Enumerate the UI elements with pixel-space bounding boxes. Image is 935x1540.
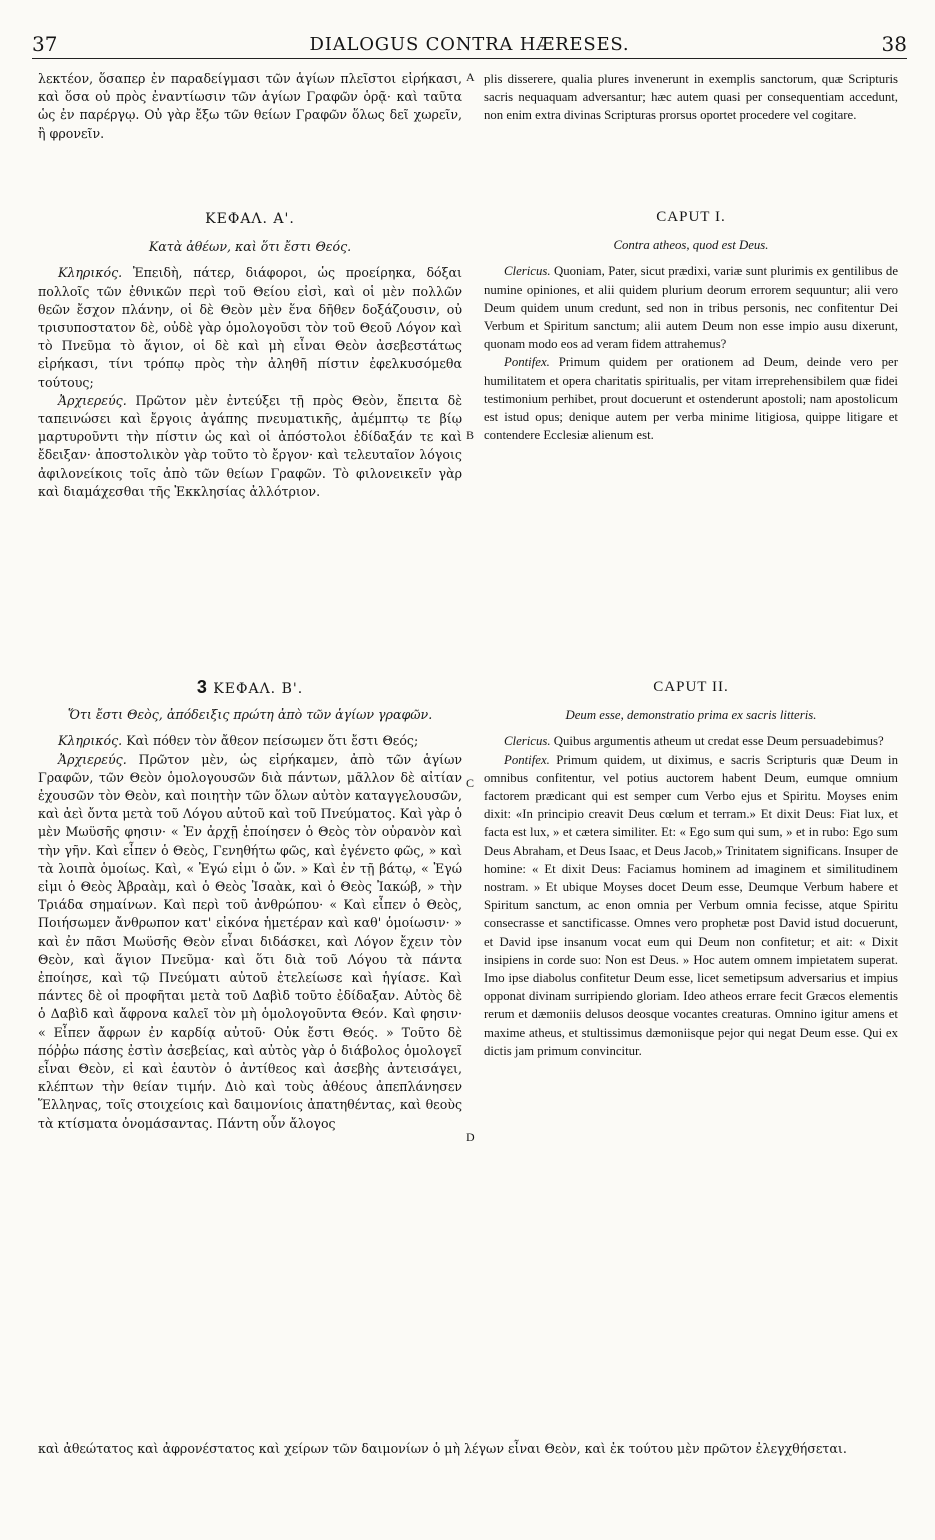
right-page-number: 38 (881, 32, 907, 56)
greek-chapter-1-title: ΚΕΦΑΛ. Α'. (205, 211, 295, 227)
greek-column-top (38, 70, 462, 143)
paragraph-text: Ἐπειδὴ, πάτερ, διάφοροι, ὡς προείρηκα, δόξαι πολλοῖς τῶν ἐθνικῶν περὶ τοῦ Θείου εἰσὶ, καὶ οἱ μὲν πολλῶν θεῶν ἔσχον πλάνην, οἱ δὲ Θεὸν μὲν ἕνα δῆθεν δοξάζουσιν, οὐ τρισυποστατον δὲ, οὐδὲ γὰρ ὁμολογοῦσι τὸν τοῦ Θεοῦ Λόγον καὶ τὸ Πνεῦμα τὸ ἅγιον, οἱ δὲ καὶ μὴ εἶναι Θεὸν ἀσεβεστάτως εἰρήκασι, τίνι τρόπῳ πρὸς τὴν ἀληθῆ πίστιν ἐφελκυσόμεθα τούτους; (38, 265, 462, 390)
greek-ch1-paragraph-2 (38, 392, 462, 501)
latin-chapter-2 (484, 678, 898, 1060)
page-header (32, 32, 907, 59)
chapter-title-text: ΚΕΦΑΛ. Β'. (213, 681, 304, 697)
latin-chapter-1-subtitle: Contra atheos, quod est Deus. (613, 238, 769, 253)
greek-intro: λεκτέον, ὅσαπερ ἐν παραδείγμασι τῶν ἁγίων πλεῖστοι εἰρήκασι, καὶ ὅσα οὐ πρὸς ἐναντίωσιν τῶν ἁγίων Γραφῶν ὁρᾷ· καὶ ταῦτα ὡς ἐν παρέργῳ. Οὐ γὰρ ἔξω τῶν θείων Γραφῶν ὅλως δεῖ χωρεῖν, ἢ φρονεῖν. (38, 71, 462, 141)
greek-final-lines (38, 1440, 900, 1458)
latin-chapter-1-title: CAPUT I. (656, 209, 726, 225)
speaker-label: Pontifex. (504, 752, 550, 767)
paragraph-text: Primum quidem per orationem ad Deum, deinde vero per humilitatem et opera charitatis spiritualis, per vitam irreprehensibilem quæ fidei testimonium perhibet, prout docuerunt et ostenderunt apostoli; nam apostolicum est istud opus; denique autem per verba minime litigiosa, quippe litigare et contendere Ecclesiæ alienum est. (484, 355, 898, 443)
greek-ch2-paragraph-2 (38, 751, 462, 1133)
margin-letter-a: A (466, 70, 475, 84)
speaker-label: Clericus. (504, 264, 551, 279)
margin-letter-b: B (466, 428, 475, 442)
greek-chapter-2-title (38, 678, 462, 698)
paragraph-text: Πρῶτον μὲν ἐντεύξει τῇ πρὸς Θεὸν, ἔπειτα δὲ ταπεινώσει καὶ ἔργοις ἀγάπης πνευματικῆς, ἀμέμπτῳ τε βίῳ μαρτυροῦντι τὴν πίστιν ὡς καὶ οἱ ἀπόστολοι ἐδίδαξάν τε καὶ ἔδειξαν· ἀποστολικὸν γὰρ τοῦτο τὸ ἔργον· καὶ τελευταῖον λόγοις ἀφιλονείκοις τοῖς ἀπὸ τῶν θείων Γραφῶν. Τὸ φιλονεικεῖν γὰρ καὶ διαμάχεσθαι τῆς Ἐκκλησίας ἀλλότριον. (38, 392, 462, 499)
paragraph-text: Primum quidem, ut diximus, e sacris Scripturis quæ Deum in omnibus confitentur, vel potius auctorem habent Deum, eumque omnium factorem prædicant qui est semper cum Verbo ejus et Spiritu. Moyses enim dixit: «In principio creavit Deus cœlum et terram.» Et dixit Deus: Fiat lux, et facta est lux, » et cætera similiter. Et: « Ego sum qui sum, » et in rubo: Ego sum Deus Abraham, et Deus Isaac, et Deus Jacob,» Trinitatem significans. Insuper de homine: « Et dixit Deus: Faciamus hominem ad imaginem et similitudinem nostram. » Et ubique Moyses docet Deum esse, Deumque Verbum habere et Spiritum sanctum, ac enon omnia per Verbum omnia fecisse, atque Spiritu consecrasse et sanctificasse. Omnes vero prophetæ post David istud docuerunt, et David ipse insanum vocat eum qui Deum non confitetur; et ait: « Dixit insipiens in corde suo: Non est Deus. » Hoc autem omnem impietatem superat. Imo ipse diabolus confitetur Deum esse, licet semetipsum adversarius et impius opponat divinam surripiendo gloriam. Ideo atheos errare fecit Græcos elementis rerum et dæmoniis delusos deosque vocantes creaturas. Omnino igitur amens et maxime atheus, et stultissimus dæmoniisque pejor qui negat Deum esse. Qui ex dictis jam primum convincitur. (484, 752, 899, 1058)
latin-chapter-2-subtitle: Deum esse, demonstratio prima ex sacris litteris. (565, 708, 817, 723)
latin-intro: plis disserere, qualia plures invenerunt in exemplis sanctorum, quæ Scripturis sacris nequaquam adversantur; hæc autem quasi per consequentiam accedunt, non enim extra divinas Scripturas prorsus oportet procedere vel cogitare. (484, 72, 898, 123)
paragraph-text: Quoniam, Pater, sicut prædixi, variæ sunt plurimis ex gentilibus de numine opiniones, et alii quidem plurium deorum errorem sequuntur; alii vero Deum quidem unum credunt, sed non in tribus personis, nec confitentur Dei Verbum et Spiritum sanctum; alii autem Deum non esse impio ausu dixerunt, quonam modo eos ad veram fidem attrahemus? (484, 264, 899, 352)
greek-chapter-1-subtitle: Κατὰ ἀθέων, καὶ ὅτι ἔστι Θεός. (148, 239, 352, 255)
paragraph-text: Καὶ πόθεν τὸν ἄθεον πείσωμεν ὅτι ἔστι Θεός; (126, 733, 419, 749)
latin-ch1-paragraph-2 (484, 353, 898, 444)
paragraph-text: Πρῶτον μὲν, ὡς εἰρήκαμεν, ἀπὸ τῶν ἁγίων Γραφῶν, τῶν Θεὸν ὁμολογουσῶν διὰ πάντων, μᾶλλον δὲ αἰτίαν ἐχουσῶν τὸν Θεὸν, καὶ ποιητὴν τῶν ὅλων αὐτὸν καταγγελουσῶν, καὶ ἀεὶ ὄντα μετὰ τοῦ Λόγου αὐτοῦ καὶ τοῦ Πνεύματος. Καὶ γὰρ ὁ μὲν Μωϋσῆς φησιν· « Ἐν ἀρχῇ ἐποίησεν ὁ Θεὸς τὸν οὐρανὸν καὶ τὴν γῆν. Καὶ εἶπεν ὁ Θεὸς, Γενηθήτω φῶς, καὶ ἐγένετο φῶς, » καὶ τὰ λοιπὰ ὁμοίως. Καὶ, « Ἐγώ εἰμι ὁ ὤν. » Καὶ ἐν τῇ βάτῳ, « Ἐγώ εἰμι ὁ Θεὸς Ἀβραὰμ, καὶ ὁ Θεὸς Ἰσαὰκ, καὶ ὁ Θεὸς Ἰακώβ, » τὴν Τριάδα σημαίνων. Καὶ περὶ τοῦ ἀνθρώπου· « Καὶ εἶπεν ὁ Θεὸς, Ποιήσωμεν ἄνθρωπον κατ' εἰκόνα ἡμετέραν καὶ καθ' ὁμοίωσιν· » καὶ ἐν πᾶσι Μωϋσῆς Θεὸν εἶναι διδάσκει, καὶ Λόγον ἔχειν τὸν Θεὸν, καὶ ἅγιον Πνεῦμα· καὶ ὅτι διὰ τοῦ Λόγου τὰ πάντα ἐποίησε, καὶ τῷ Πνεύματι αὐτοῦ ἐτελείωσε καὶ ἡγίασε. Καὶ πάντες δὲ οἱ προφῆται μετὰ τοῦ Δαβὶδ τοῦτο ἐδίδαξαν. Αὐτὸς δὲ ὁ Δαβὶδ καὶ ἄφρονα καλεῖ τὸν μὴ ὁμολογοῦντα Θεόν. Καὶ φησιν· « Εἶπεν ἄφρων ἐν καρδίᾳ αὐτοῦ· Οὐκ ἔστι Θεός. » Τοῦτο δὲ πόῤῥω πάσης ἐστὶν ἀσεβείας, καὶ αὐτὸς γὰρ ὁ διάβολος ὁμολογεῖ εἶναι Θεὸν, εἰ καὶ ἑαυτὸν ὁ ἀντίθεος καὶ ἀσεβὴς ἀντεισάγει, κλέπτων τὴν θείαν τιμήν. Διὸ καὶ τοὺς ἀθέους ἀπεπλάνησεν Ἕλληνας, τοῖς στοιχείοις καὶ δαιμονίοις ἀπατηθέντας, καὶ θεοὺς τὰ κτίσματα ὀνομάσαντας. Πάντη οὖν ἄλογος (38, 751, 462, 1131)
greek-ch2-paragraph-1 (38, 732, 462, 750)
latin-ch1-paragraph-1 (484, 262, 898, 353)
speaker-label: Pontifex. (504, 355, 550, 370)
paragraph-text: Quibus argumentis atheum ut credat esse Deum persuadebimus? (553, 734, 884, 749)
final-text: καὶ ἀθεώτατος καὶ ἀφρονέστατος καὶ χείρων τῶν δαιμονίων ὁ μὴ λέγων εἶναι Θεὸν, καὶ ἐκ τούτου μὲν πρῶτον ἐλεγχθήσεται. (38, 1441, 847, 1456)
greek-ch1-paragraph-1 (38, 264, 462, 391)
speaker-label: Clericus. (504, 734, 551, 749)
margin-letter-c: C (466, 776, 475, 790)
speaker-label: Ἀρχιερεύς. (58, 392, 127, 408)
speaker-label: Κληρικός. (58, 733, 123, 749)
latin-ch2-paragraph-1 (484, 732, 898, 750)
speaker-label: Ἀρχιερεύς. (58, 751, 127, 767)
left-page-number: 37 (32, 32, 58, 56)
running-title: DIALOGUS CONTRA HÆRESES. (309, 34, 630, 55)
latin-column-top (484, 70, 898, 125)
latin-chapter-2-title: CAPUT II. (653, 679, 729, 695)
greek-chapter-1 (38, 210, 462, 501)
margin-letter-d: D (466, 1130, 475, 1144)
latin-chapter-1 (484, 208, 898, 444)
column-number: 3 (196, 677, 208, 697)
greek-chapter-2-subtitle: Ὅτι ἔστι Θεὸς, ἀπόδειξις πρώτη ἀπὸ τῶν ἁγίων γραφῶν. (67, 707, 433, 723)
greek-chapter-2 (38, 678, 462, 1133)
latin-ch2-paragraph-2 (484, 751, 898, 1060)
speaker-label: Κληρικός. (58, 265, 123, 281)
